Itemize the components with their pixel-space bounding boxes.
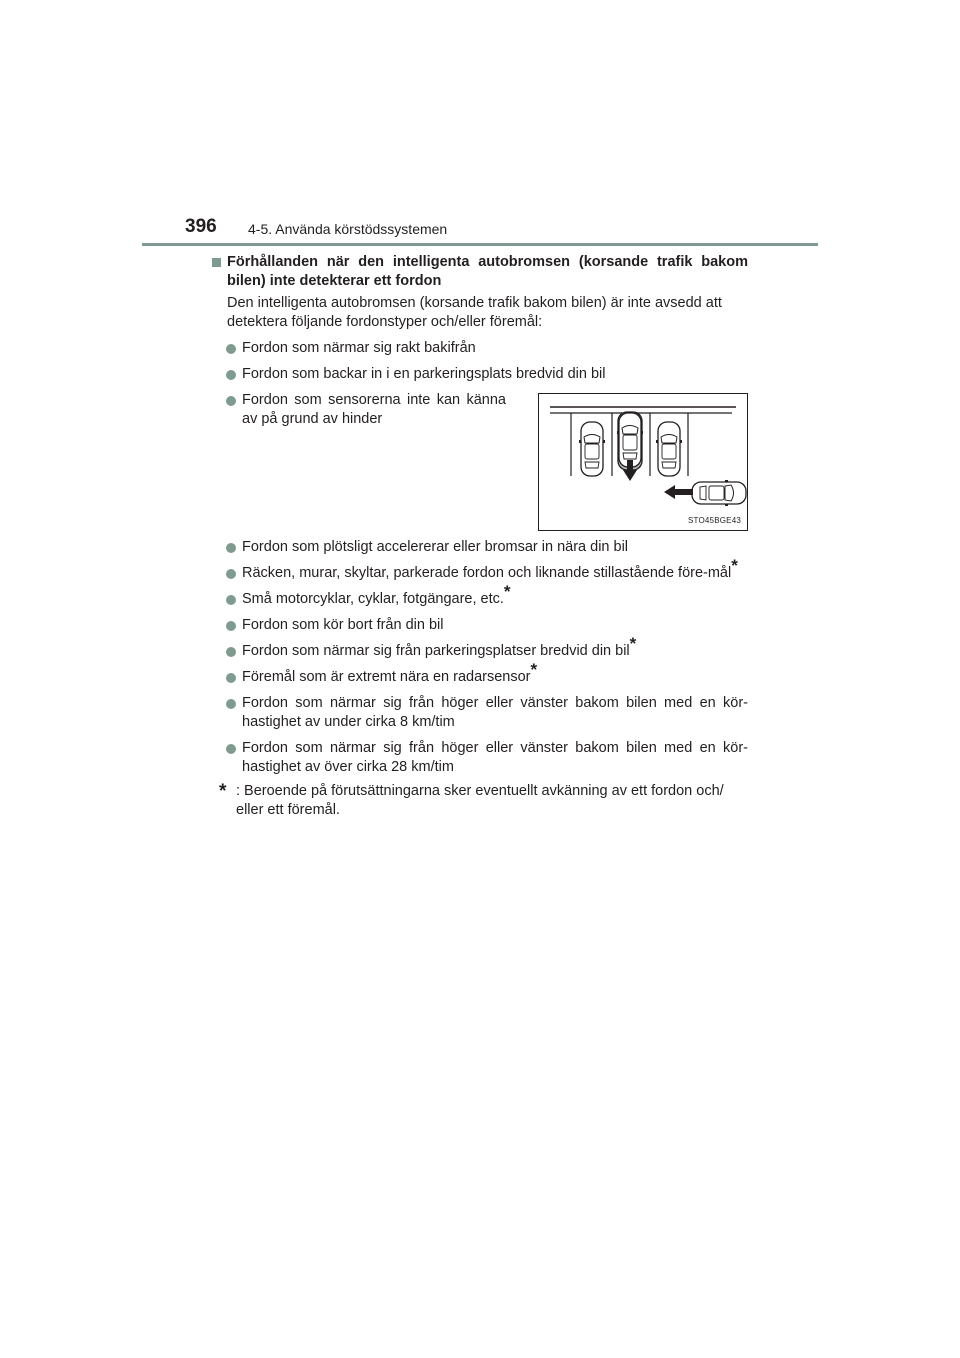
circle-bullet-icon [226, 543, 236, 553]
list-item [210, 365, 748, 384]
square-icon [212, 258, 221, 267]
list-item [210, 616, 748, 635]
circle-bullet-icon [226, 344, 236, 354]
list-item-text: Fordon som närmar sig från höger eller vänster bakom bilen med en kör-hastighet av över cirka 28 km/tim [242, 740, 748, 775]
circle-bullet-icon [226, 744, 236, 754]
list-item-text: Fordon som närmar sig rakt bakifrån [242, 340, 476, 356]
list-item-text: Fordon som kör bort från din bil [242, 617, 444, 633]
footnote-text: : Beroende på förutsättningarna sker eventuellt avkänning av ett fordon och/ eller ett föremål. [236, 783, 724, 818]
list-item-text-content: Små motorcyklar, cyklar, fotgängare, etc. [242, 591, 504, 607]
heading-text: Förhållanden när den intelligenta autobromsen (korsande trafik bakom bilen) inte detekterar ett fordon [227, 254, 748, 289]
circle-bullet-icon [226, 673, 236, 683]
footnote-mark: * [731, 556, 738, 575]
list-item [210, 694, 748, 732]
list-item-text [242, 582, 748, 609]
section-heading [210, 253, 748, 291]
page-number: 396 [185, 216, 217, 237]
list-item-text [242, 634, 748, 661]
list-item-text-content: Föremål som är extremt nära en radarsensor [242, 669, 531, 685]
footnote [210, 782, 748, 820]
list-item-text: Fordon som plötsligt accelererar eller bromsar in nära din bil [242, 539, 629, 555]
footnote-marker [210, 782, 236, 820]
crossing-car [692, 480, 746, 506]
list-item-text-content: Räcken, murar, skyltar, parkerade fordon och liknande stillastående före-mål [242, 565, 732, 581]
parking-lot-diagram [539, 394, 747, 530]
circle-bullet-icon [226, 595, 236, 605]
circle-bullet-icon [226, 569, 236, 579]
list-item-text [242, 660, 748, 687]
list-item [210, 739, 748, 777]
circle-bullet-icon [226, 699, 236, 709]
list-item [210, 538, 748, 557]
list-item [210, 339, 748, 358]
list-item-text [242, 556, 748, 583]
footnote-mark: * [629, 634, 637, 653]
circle-bullet-icon [226, 396, 236, 406]
footnote-star: * [219, 781, 227, 802]
main-content [210, 253, 748, 820]
footnote-mark: * [530, 660, 538, 679]
footnote-mark: * [503, 582, 511, 601]
list-item [210, 391, 506, 531]
list-item [210, 634, 748, 661]
intro-paragraph: Den intelligenta autobromsen (korsande trafik bakom bilen) är inte avsedd att detektera följande fordonstyper och/eller föremål: [227, 295, 722, 330]
circle-bullet-icon [226, 370, 236, 380]
list-item-text: Fordon som sensorerna inte kan känna av på grund av hinder [242, 392, 506, 427]
parking-illustration [538, 393, 748, 531]
list-item-text: Fordon som backar in i en parkeringsplats bredvid din bil [242, 366, 606, 382]
section-title: 4-5. Använda körstödssystemen [248, 221, 448, 237]
list-item-text: Fordon som närmar sig från höger eller vänster bakom bilen med en kör-hastighet av under cirka 8 km/tim [242, 695, 748, 730]
arrow-left-icon [664, 485, 693, 499]
header-divider [142, 243, 818, 246]
list-item-text-content: Fordon som närmar sig från parkeringsplatser bredvid din bil [242, 643, 630, 659]
list-item [210, 582, 748, 609]
bullet-with-figure [210, 391, 748, 531]
circle-bullet-icon [226, 647, 236, 657]
figure-code: STO45BGE43 [688, 516, 741, 525]
list-item [210, 660, 748, 687]
list-item [210, 556, 748, 583]
circle-bullet-icon [226, 621, 236, 631]
